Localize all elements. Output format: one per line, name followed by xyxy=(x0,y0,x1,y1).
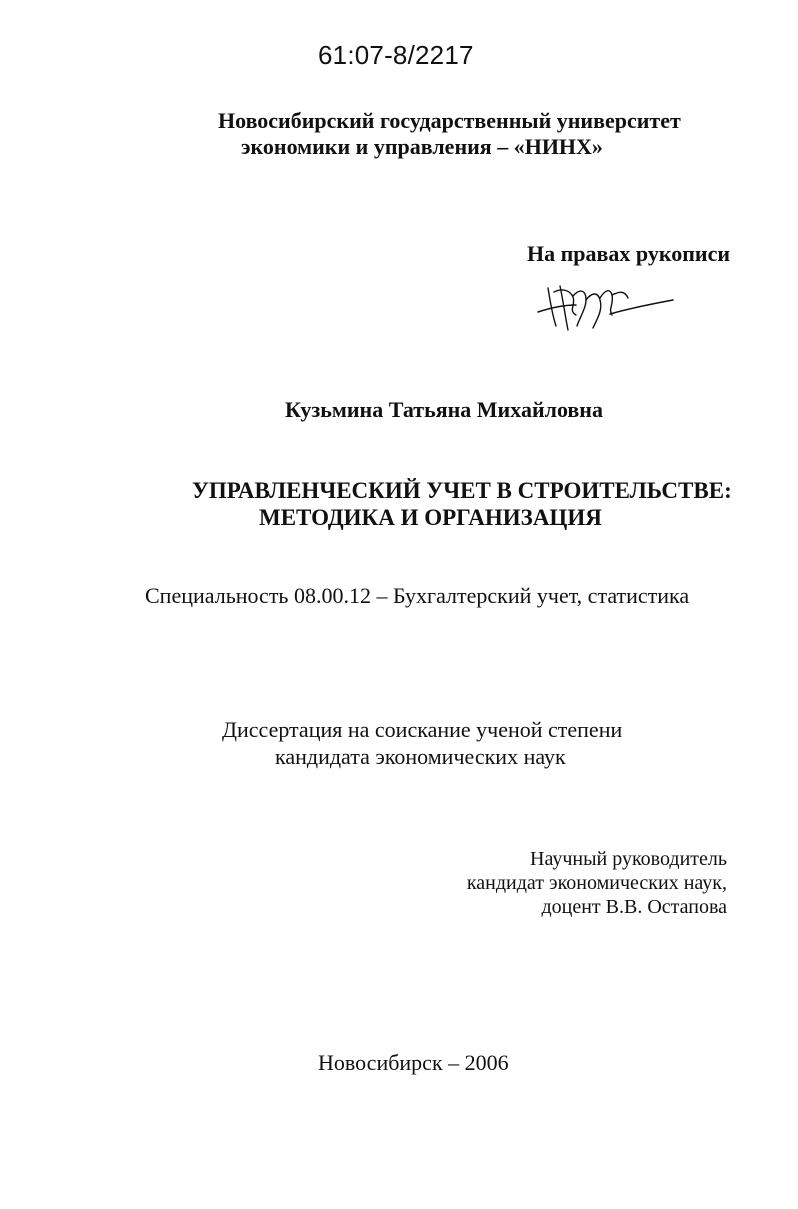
specialty-line: Специальность 08.00.12 – Бухгалтерский учет, статистика xyxy=(145,583,690,608)
supervisor-line-1: Научный руководитель xyxy=(530,848,727,870)
dissertation-title-line-2: МЕТОДИКА И ОРГАНИЗАЦИЯ xyxy=(259,505,602,530)
author-name: Кузьмина Татьяна Михайловна xyxy=(285,397,603,422)
supervisor-line-2: кандидат экономических наук, xyxy=(466,872,727,894)
dissertation-degree-line-2: кандидата экономических наук xyxy=(275,744,566,769)
manuscript-rights-notice: На правах рукописи xyxy=(527,241,731,266)
university-name-line-2: экономики и управления – «НИНХ» xyxy=(241,134,603,159)
dissertation-title-line-1: УПРАВЛЕНЧЕСКИЙ УЧЕТ В СТРОИТЕЛЬСТВЕ: xyxy=(192,478,732,503)
place-and-year: Новосибирск – 2006 xyxy=(318,1050,509,1075)
handwritten-signature xyxy=(528,270,678,340)
university-name-line-1: Новосибирский государственный университет xyxy=(218,108,681,133)
catalog-code: 61:07-8/2217 xyxy=(318,40,474,70)
supervisor-line-3: доцент В.В. Остапова xyxy=(541,896,727,918)
dissertation-degree-line-1: Диссертация на соискание ученой степени xyxy=(222,717,623,742)
